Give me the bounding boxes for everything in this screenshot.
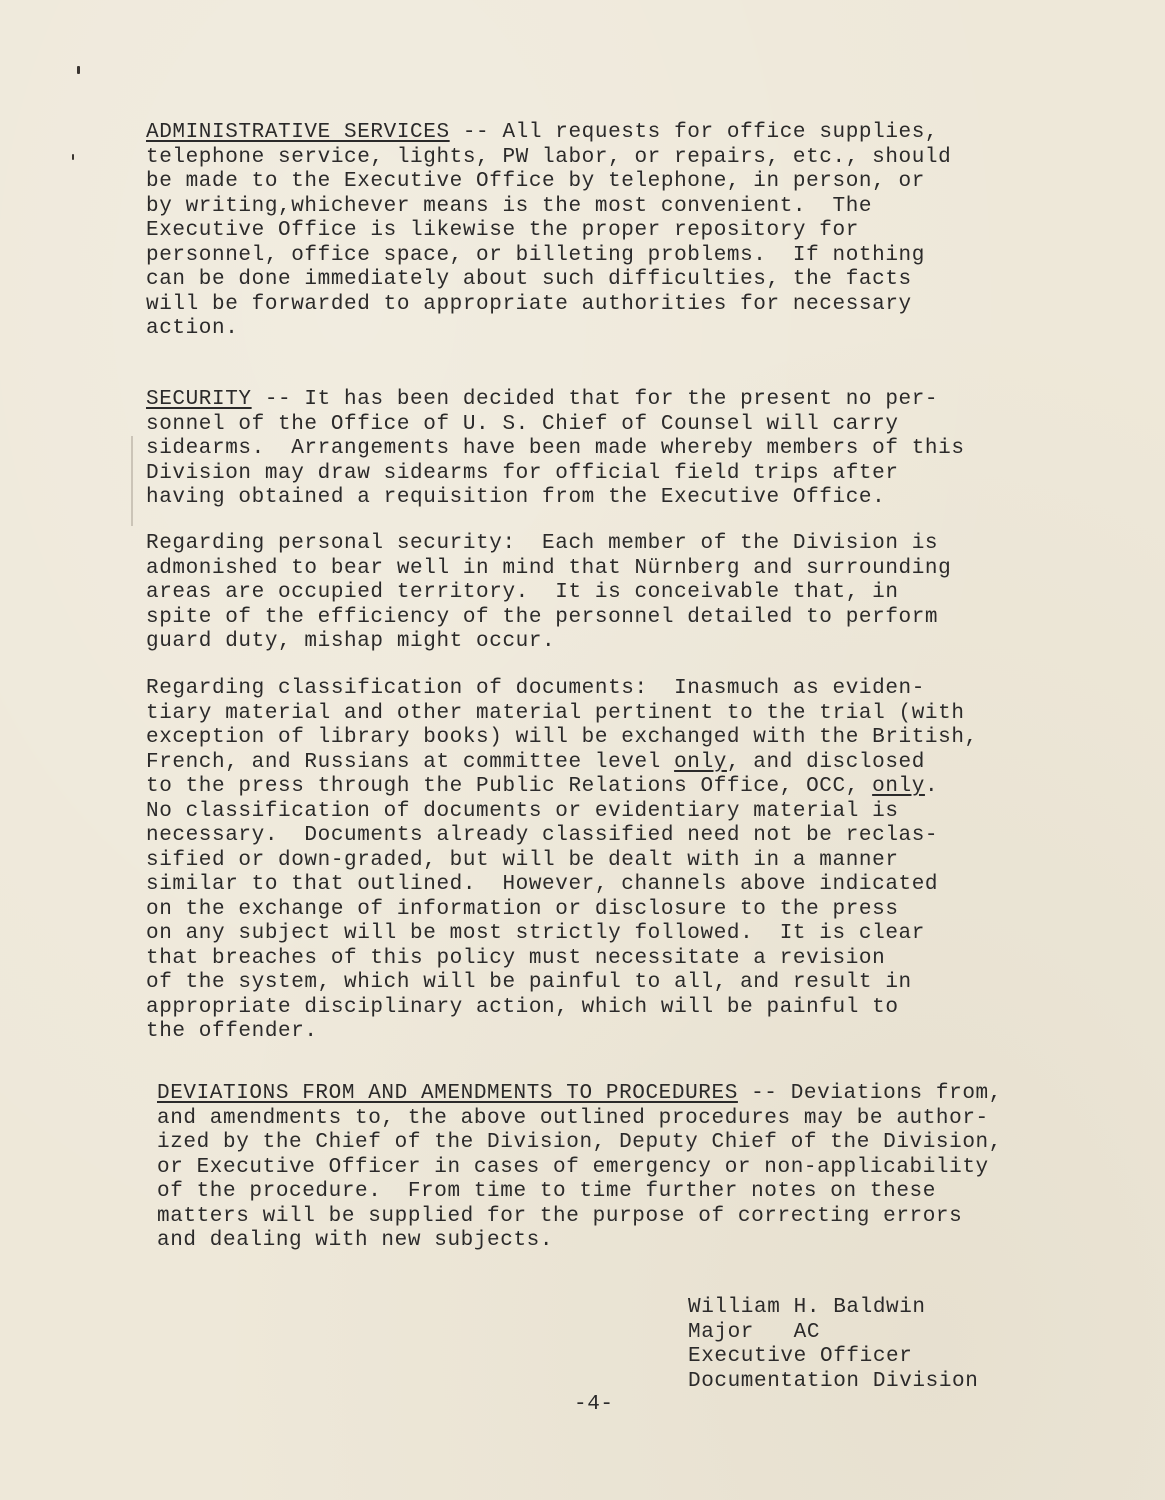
paragraph-line: on any subject will be most strictly followed. It is clear — [146, 922, 925, 945]
paragraph-line: and amendments to, the above outlined procedures may be author- — [157, 1106, 989, 1130]
paragraph-line: DEVIATIONS FROM AND AMENDMENTS TO PROCEDURES -- Deviations from, — [157, 1082, 1002, 1105]
paragraph-line: No classification of documents or evidentiary material is — [146, 799, 899, 823]
underlined-word: only — [674, 750, 727, 774]
paragraph-line: sonnel of the Office of U. S. Chief of Counsel will carry — [146, 412, 899, 436]
section-heading: SECURITY — [146, 388, 252, 411]
paragraph-line: areas are occupied territory. It is conceivable that, in — [146, 581, 899, 604]
paragraph-line: telephone service, lights, PW labor, or repairs, etc., should — [146, 145, 952, 169]
paragraph-line: French, and Russians at committee level only, and disclosed — [146, 750, 925, 774]
paragraph-line: appropriate disciplinary action, which will be painful to — [146, 995, 899, 1019]
paragraph-line: admonished to bear well in mind that Nürnberg and surrounding — [146, 556, 952, 580]
paragraph-line: or Executive Officer in cases of emergency or non-applicability — [157, 1155, 989, 1179]
paragraph-line: Regarding personal security: Each member of the Division is — [146, 532, 939, 555]
paragraph-line: exception of library books) will be exchanged with the British, — [146, 726, 978, 749]
paragraph-line: matters will be supplied for the purpose of correcting errors — [157, 1204, 963, 1228]
paragraph-line: will be forwarded to appropriate authorities for necessary — [146, 292, 912, 316]
paragraph-line: guard duty, mishap might occur. — [146, 630, 556, 653]
paragraph-line: of the procedure. From time to time further notes on these — [157, 1180, 936, 1203]
paragraph-line: Division may draw sidearms for official field trips after — [146, 461, 899, 485]
paragraph-line: be made to the Executive Office by telephone, in person, or — [146, 170, 925, 193]
paragraph-line: Regarding classification of documents: Inasmuch as eviden- — [146, 677, 925, 700]
security-section — [146, 388, 1046, 511]
signatory-division: Documentation Division — [688, 1369, 979, 1393]
paragraph-line: and dealing with new subjects. — [157, 1229, 554, 1252]
signatory-rank: Major AC — [688, 1320, 821, 1344]
paragraph-line: ADMINISTRATIVE SERVICES -- All requests for office supplies, — [146, 121, 939, 144]
stray-ink-mark — [77, 66, 80, 74]
paragraph-line: to the press through the Public Relations Office, OCC, only. — [146, 775, 939, 798]
page-number: -4- — [574, 1393, 614, 1416]
stray-ink-mark — [72, 154, 74, 160]
margin-line-mark — [131, 436, 133, 526]
section-heading: ADMINISTRATIVE SERVICES — [146, 121, 450, 144]
paragraph-line: personnel, office space, or billeting problems. If nothing — [146, 243, 925, 267]
paragraph-line: action. — [146, 317, 239, 340]
paragraph-line: of the system, which will be painful to all, and result in — [146, 971, 912, 994]
signatory-title: Executive Officer — [688, 1345, 913, 1368]
paragraph-line: Executive Office is likewise the proper repository for — [146, 219, 859, 242]
paragraph-line: sidearms. Arrangements have been made whereby members of this — [146, 437, 965, 460]
paragraph-line: ized by the Chief of the Division, Deputy Chief of the Division, — [157, 1131, 1002, 1154]
paragraph-line: similar to that outlined. However, channels above indicated — [146, 873, 939, 896]
classification-paragraph — [146, 677, 1046, 1045]
paragraph-line: SECURITY -- It has been decided that for the present no per- — [146, 388, 939, 411]
paragraph-line: on the exchange of information or disclosure to the press — [146, 897, 899, 921]
underlined-word: only — [872, 775, 925, 798]
deviations-section — [157, 1082, 1057, 1254]
paragraph-line: can be done immediately about such difficulties, the facts — [146, 268, 912, 291]
personal-security-paragraph — [146, 532, 1046, 655]
paragraph-line: by writing,whichever means is the most convenient. The — [146, 194, 873, 218]
paragraph-line: sified or down-graded, but will be dealt with in a manner — [146, 848, 899, 872]
paragraph-line: that breaches of this policy must necessitate a revision — [146, 946, 886, 970]
paragraph-line: the offender. — [146, 1020, 318, 1043]
signature-block — [688, 1296, 978, 1394]
signatory-name: William H. Baldwin — [688, 1296, 926, 1319]
paragraph-line: tiary material and other material pertinent to the trial (with — [146, 701, 965, 725]
paragraph-line: spite of the efficiency of the personnel detailed to perform — [146, 605, 939, 629]
paragraph-line: having obtained a requisition from the Executive Office. — [146, 486, 886, 509]
section-heading: DEVIATIONS FROM AND AMENDMENTS TO PROCEDURES — [157, 1082, 738, 1105]
paragraph-line: necessary. Documents already classified need not be reclas- — [146, 824, 939, 847]
administrative-services-section — [146, 121, 1046, 342]
